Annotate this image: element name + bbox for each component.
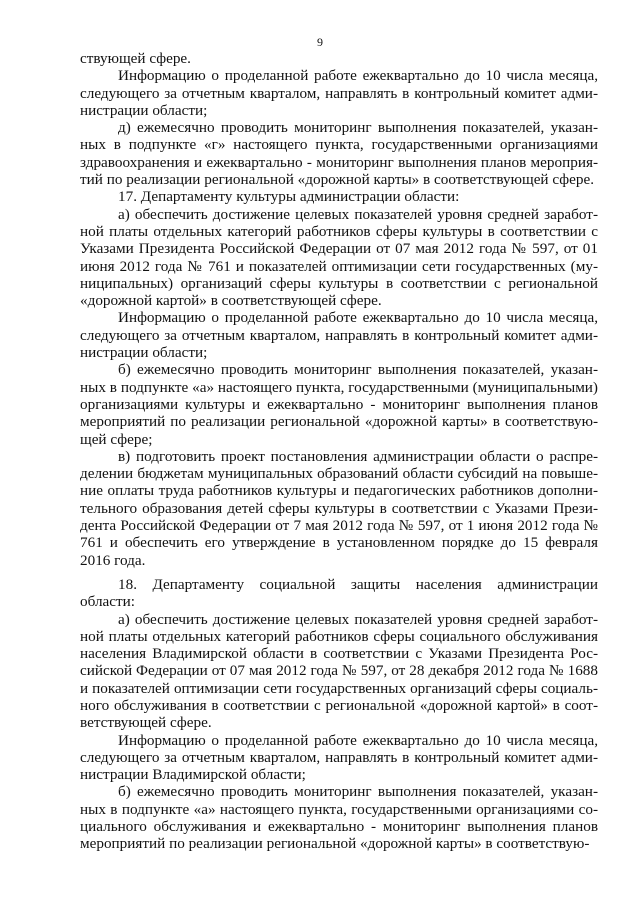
- paragraph-report-instruction: Информацию о проделанной работе ежеквартально до 10 числа месяца, следующего за отчетным кварталом, направлять в контрольный комитет администрации области;: [80, 67, 598, 119]
- paragraph-item-d: д) ежемесячно проводить мониторинг выполнения показателей, указанных в подпункте «г» настоящего пункта, государственными организациями здравоохранения и ежеквартально - мониторинг выполнения планов мероприятий по реализации региональной «дорожной карты» в соответствующей сфере.: [80, 119, 598, 189]
- paragraph-section-17-item-v: в) подготовить проект постановления администрации области о распределении бюджетам муниципальных образований области субсидий на повышение оплаты труда работников культуры и педагогических работников дополнительного образования детей сферы культуры в соответствии с Указами Президента Российской Федерации от 7 мая 2012 года № 597, от 1 июня 2012 года № 761 и обеспечить его утверждение в установленном порядке до 15 февраля 2016 года.: [80, 447, 598, 569]
- paragraph-section-17-item-b: б) ежемесячно проводить мониторинг выполнения показателей, указанных в подпункте «а» настоящего пункта, государственными (муниципальными) организациями культуры и ежеквартально - мониторинг выполнения планов мероприятий по реализации региональной «дорожной карты» в соответствующей сфере;: [80, 361, 598, 448]
- paragraph-section-17-item-a: а) обеспечить достижение целевых показателей уровня средней заработной платы отдельных категорий работников сферы культуры в соответствии с Указами Президента Российской Федерации от 07 мая 2012 года № 597, от 01 июня 2012 года № 761 и показателей оптимизации сети государственных (муниципальных) организаций сферы культуры в соответствии с региональной «дорожной картой» в соответствующей сфере.: [80, 205, 598, 310]
- paragraph-continuation: ствующей сфере.: [80, 50, 191, 67]
- paragraph-section-18-report: Информацию о проделанной работе ежеквартально до 10 числа месяца, следующего за отчетным кварталом, направлять в контрольный комитет администрации Владимирской области;: [80, 731, 598, 784]
- paragraph-section-17-heading: 17. Департаменту культуры администрации области:: [118, 188, 460, 206]
- paragraph-section-17-report: Информацию о проделанной работе ежеквартально до 10 числа месяца, следующего за отчетным кварталом, направлять в контрольный комитет администрации области;: [80, 309, 598, 362]
- paragraph-section-18-heading: 18. Департаменту социальной защиты населения администрации области:: [80, 575, 598, 611]
- page-number: 9: [317, 35, 323, 49]
- paragraph-section-18-item-a: а) обеспечить достижение целевых показателей уровня средней заработной платы отдельных категорий работников сферы социального обслуживания населения Владимирской области в соответствии с Указами Президента Российской Федерации от 07 мая 2012 года № 597, от 28 декабря 2012 года № 1688 и показателей оптимизации сети государственных организаций сферы социального обслуживания в соответствии с региональной «дорожной картой» в соответствующей сфере.: [80, 610, 598, 732]
- paragraph-section-18-item-b: б) ежемесячно проводить мониторинг выполнения показателей, указанных в подпункте «а» настоящего пункта, государственными организациями социального обслуживания и ежеквартально - мониторинг выполнения планов мероприятий по реализации региональной «дорожной карты» в соответствую-: [80, 783, 598, 853]
- document-body: [80, 50, 598, 853]
